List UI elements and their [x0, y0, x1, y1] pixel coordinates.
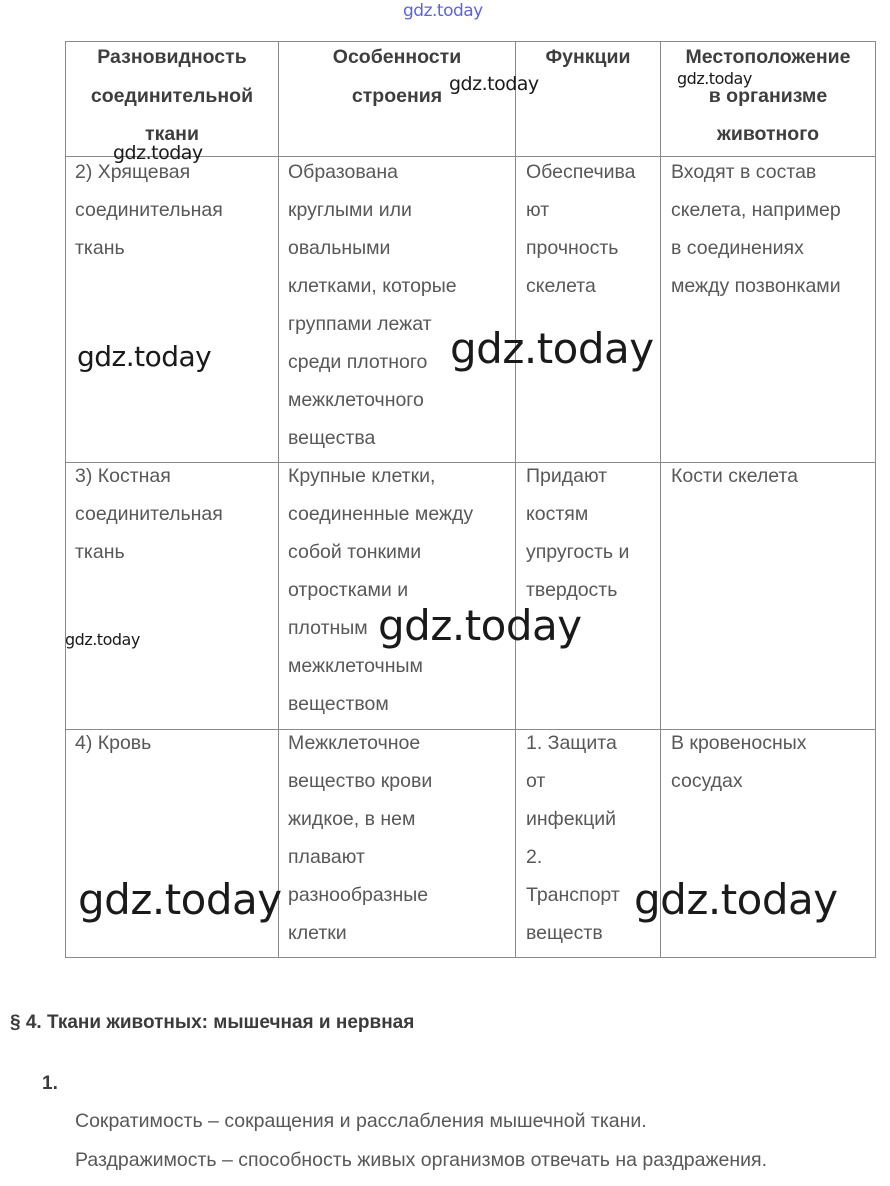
watermark: gdz.today — [65, 630, 140, 649]
table-cell: 4) Кровь — [75, 732, 152, 754]
table-border-left — [65, 41, 66, 958]
table-cell: Придают костям упругость и твердость — [526, 465, 630, 601]
table-cell: Образована круглыми или овальными клетками, которые группами лежат среди плотного межклеточного вещества — [288, 161, 457, 449]
table-col-divider — [278, 41, 279, 958]
table-cell: Кости скелета — [671, 465, 799, 487]
table-border-right — [875, 41, 876, 958]
table-cell: В кровеносных сосудах — [671, 732, 807, 792]
table-cell: Межклеточное вещество крови жидкое, в нем плавают разнообразные клетки — [288, 732, 433, 944]
table-cell: 1. Защита от инфекций 2. Транспорт веществ — [526, 732, 620, 944]
watermark: gdz.today — [449, 73, 539, 95]
tissue-table — [65, 41, 876, 958]
watermark: gdz.today — [677, 69, 752, 88]
table-cell: 3) Костная соединительная ткань — [75, 465, 223, 563]
watermark: gdz.today — [78, 875, 282, 924]
header-cell-location: Местоположение в организме животного — [685, 46, 851, 145]
watermark: gdz.today — [77, 340, 212, 373]
watermark: gdz.today — [113, 142, 203, 164]
table-col-divider — [515, 41, 516, 958]
table-col-divider — [660, 41, 661, 958]
paragraph: Раздражимость – способность живых организмов отвечать на раздражения. — [75, 1149, 767, 1171]
watermark: gdz.today — [378, 601, 582, 650]
watermark: gdz.today — [403, 1, 483, 21]
header-cell-type: Разновидность соединительной ткани — [90, 46, 254, 145]
section-title: § 4. Ткани животных: мышечная и нервная — [10, 1012, 415, 1033]
table-cell: Обеспечива ют прочность скелета — [526, 161, 636, 297]
table-cell: Крупные клетки, соединенные между собой тонкими отростками и плотным межклеточным веществом — [288, 465, 474, 715]
table-border-bottom — [65, 957, 876, 958]
table-cell: Входят в состав скелета, например в соединениях между позвонками — [671, 161, 841, 297]
item-number: 1. — [42, 1073, 58, 1094]
watermark: gdz.today — [634, 875, 838, 924]
table-cell: 2) Хрящевая соединительная ткань — [75, 161, 223, 259]
paragraph: Сократимость – сокращения и расслабления мышечной ткани. — [75, 1110, 647, 1132]
watermark: gdz.today — [450, 324, 654, 373]
header-cell-functions: Функции — [545, 46, 631, 68]
header-cell-structure: Особенности строения — [332, 46, 462, 107]
